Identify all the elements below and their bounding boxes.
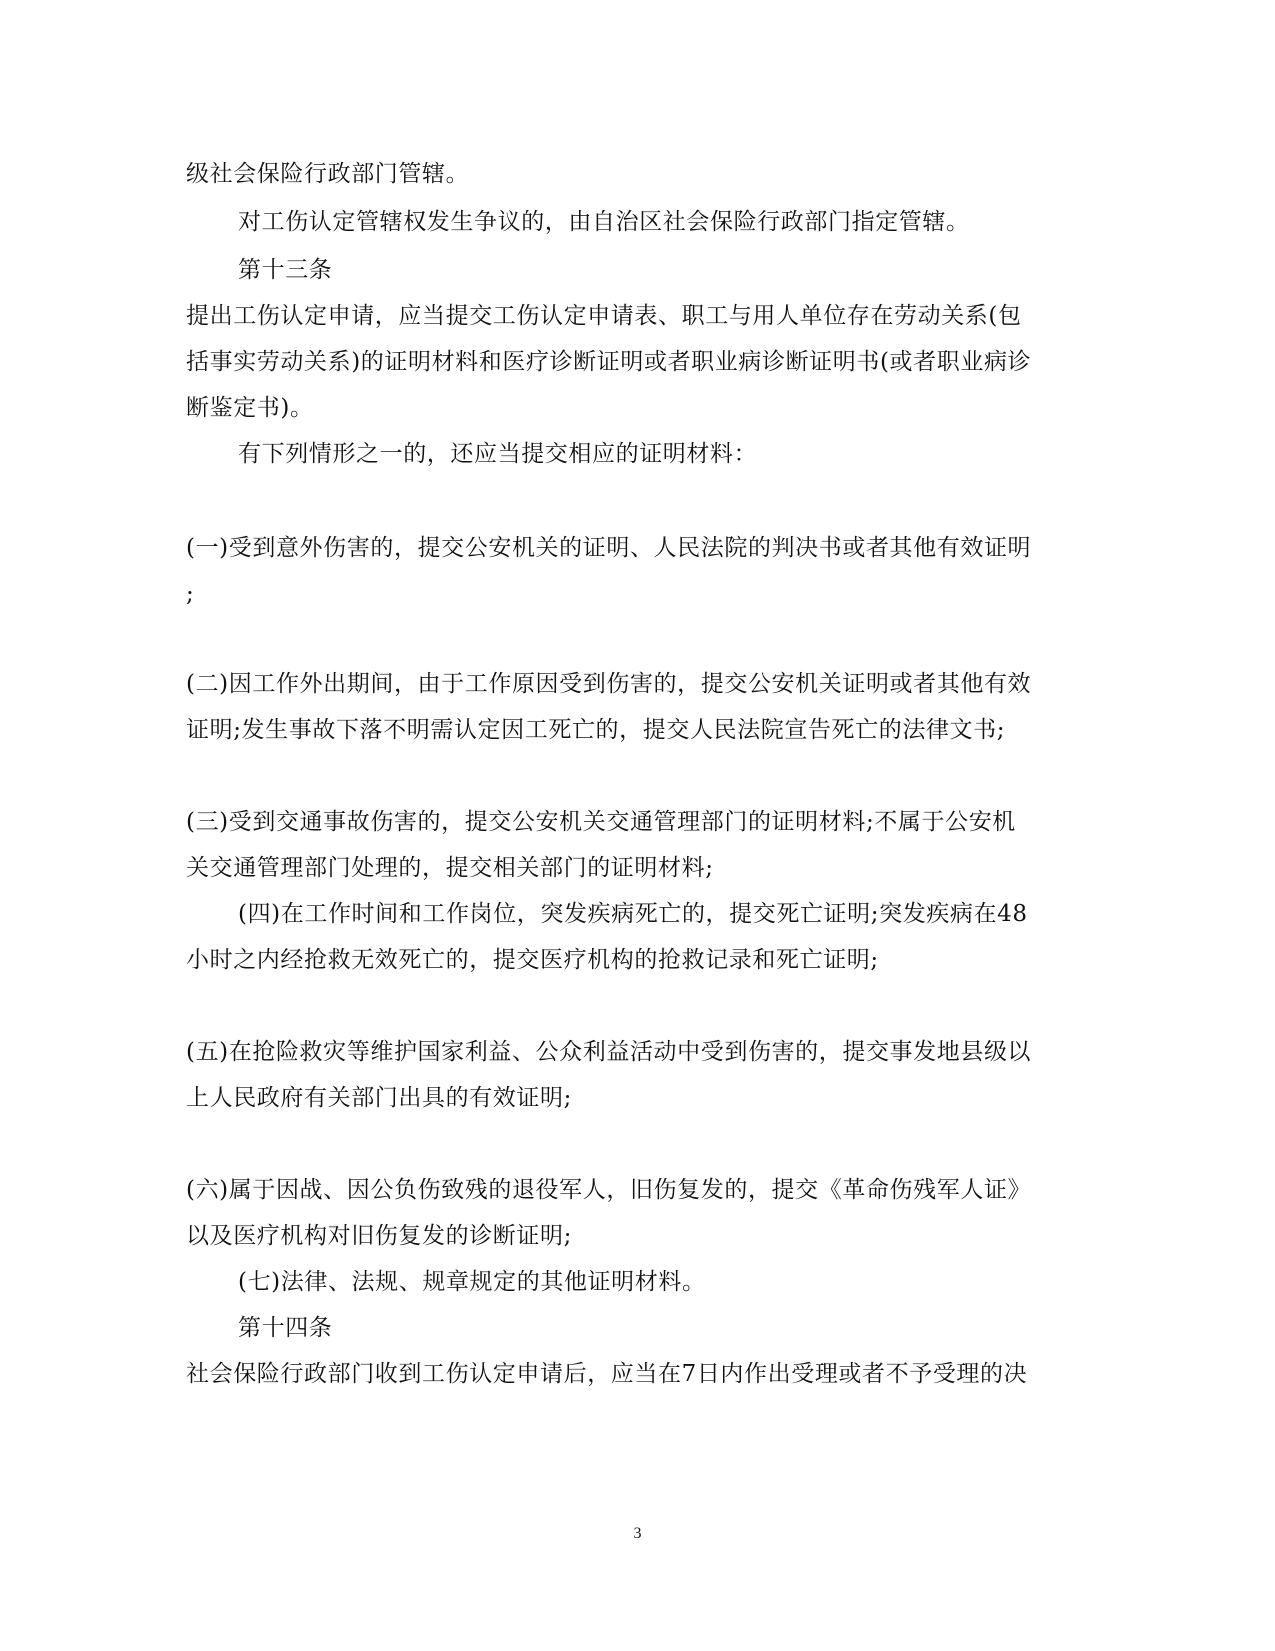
text-line: ; <box>186 581 195 607</box>
page-number: 3 <box>633 1525 642 1542</box>
list-item: (五)在抢险救灾等维护国家利益、公众利益活动中受到伤害的，提交事发地县级以 <box>186 1039 1032 1065</box>
list-item: (六)属于因战、因公负伤致残的退役军人，旧伤复发的，提交《革命伤残军人证》 <box>186 1177 1032 1203</box>
text-line: 括事实劳动关系)的证明材料和医疗诊断证明或者职业病诊断证明书(或者职业病诊 <box>186 349 1032 375</box>
article-heading: 第十三条 <box>238 257 333 283</box>
article-heading: 第十四条 <box>238 1315 333 1341</box>
text-line: 证明;发生事故下落不明需认定因工死亡的，提交人民法院宣告死亡的法律文书; <box>186 717 1006 743</box>
list-item: (四)在工作时间和工作岗位，突发疾病死亡的，提交死亡证明;突发疾病在48 <box>238 901 1028 927</box>
text-line: 社会保险行政部门收到工伤认定申请后，应当在7日内作出受理或者不予受理的决 <box>186 1361 1028 1387</box>
list-item: (三)受到交通事故伤害的，提交公安机关交通管理部门的证明材料;不属于公安机 <box>186 809 1016 835</box>
list-item: (一)受到意外伤害的，提交公安机关的证明、人民法院的判决书或者其他有效证明 <box>186 535 1032 561</box>
list-item: (二)因工作外出期间，由于工作原因受到伤害的，提交公安机关证明或者其他有效 <box>186 671 1032 697</box>
text-line: 提出工伤认定申请，应当提交工伤认定申请表、职工与用人单位存在劳动关系(包 <box>186 303 1022 329</box>
list-item: (七)法律、法规、规章规定的其他证明材料。 <box>238 1269 706 1295</box>
text-line: 对工伤认定管辖权发生争议的，由自治区社会保险行政部门指定管辖。 <box>238 209 970 235</box>
text-line: 断鉴定书)。 <box>186 395 314 421</box>
text-line: 有下列情形之一的，还应当提交相应的证明材料： <box>238 441 758 467</box>
text-line: 以及医疗机构对旧伤复发的诊断证明; <box>186 1223 572 1249</box>
text-line: 小时之内经抢救无效死亡的，提交医疗机构的抢救记录和死亡证明; <box>186 947 879 973</box>
text-line: 上人民政府有关部门出具的有效证明; <box>186 1085 572 1111</box>
text-line: 级社会保险行政部门管辖。 <box>186 161 470 187</box>
text-line: 关交通管理部门处理的，提交相关部门的证明材料; <box>186 855 714 881</box>
